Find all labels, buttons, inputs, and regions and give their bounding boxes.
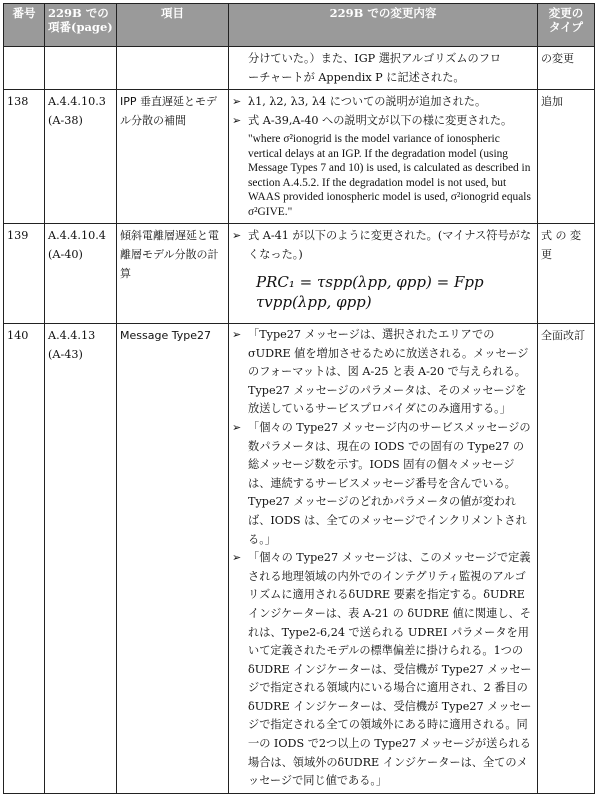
table-row — [4, 90, 595, 224]
header-229b-ref-line2: 項番(page) — [48, 20, 113, 34]
row-138-ref — [45, 90, 117, 224]
row-140-ref-section: A.4.4.13 — [48, 329, 96, 342]
row-139-ref-section: A.4.4.10.4 — [48, 229, 106, 242]
row-140-ref — [45, 324, 117, 794]
header-type — [538, 4, 595, 47]
row-139-change — [229, 224, 538, 324]
row-138-item: IPP 垂直遅延とモデル分散の補間 — [117, 90, 229, 224]
header-change: 229B での変更内容 — [229, 4, 538, 47]
header-type-line1: 変更の — [548, 6, 584, 20]
row-139-ref — [45, 224, 117, 324]
row-140-bullet-3: ➢ 「個々の Type27 メッセージは、このメッセージで定義される地理領域の内外でのインテグリティ監視のアルゴリズムに適用されるδUDRE 要素を指定する。δUDRE インジケーターは、表 A-21 の δUDRE 値に関連し、それは、Type2-6,24 で送られる UDREI パラメータを用いて定義されたモデルの標準偏差に掛けられる。1つのδUDRE インジケーターは、受信機が Type27 メッセージで指定される領域内にいる場合に適用され、2 番目のδUDRE インジケーターは、受信機が Type27 メッセージで指定される全ての領域外にある時に適用される。同一の IODS で2つ以上の Type27 メッセージが送られる場合は、領域外のδUDRE インジケーターは、全てのメッセージで同じ値である。」 — [232, 549, 534, 791]
row-138-type: 追加 — [538, 90, 595, 224]
row-139-item: 傾斜電離層遅延と電離層モデル分散の計算 — [117, 224, 229, 324]
cont-line1: 分けていた。）また、IGP 選択アルゴリズムのフロ — [248, 52, 502, 65]
header-229b-ref-line1: 229B での — [48, 6, 109, 20]
table-row — [4, 47, 595, 90]
row-140-type: 全面改訂 — [538, 324, 595, 794]
row-140-bullet-2: ➢ 「個々の Type27 メッセージ内のサービスメッセージの数パラメータは、現在の IODS での固有の Type27 の総メッセージ数を示す。IODS 固有の個々メッセージは、連続するサービスメッセージ番号を含んでいる。Type27 メッセージのどれかパラメータの値が変われば、IODS は、全てのメッセージでインクリメントされる。」 — [232, 419, 534, 549]
cont-change — [229, 47, 538, 90]
cont-ref — [45, 47, 117, 90]
header-no: 番号 — [4, 4, 45, 47]
table-row — [4, 324, 595, 794]
row-138-change — [229, 90, 538, 224]
change-table — [3, 3, 595, 794]
row-138-no: 138 — [4, 90, 45, 224]
row-139-no: 139 — [4, 224, 45, 324]
header-229b-ref — [45, 4, 117, 47]
table-row — [4, 224, 595, 324]
row-138-quote: "where σ²ionogrid is the model variance of ionospheric vertical delays at an IGP. If the degradation model (using Message Types 7 and 10) is used, is calculated as described in section A.4.5.2. If the degradation model is not used, but WAAS provided ionospheric model is used, σ²ionogrid equals σ²GIVE." — [248, 133, 531, 218]
row-139-bullet-1: ➢ 式 A-41 が以下のように変更された。(マイナス符号がなくなった。) — [232, 226, 534, 264]
row-140-change — [229, 324, 538, 794]
table-header-row — [4, 4, 595, 47]
row-139-equation: PRC₁ = τspp(λpp, φpp) = Fpp τvpp(λpp, φpp) — [256, 273, 484, 311]
cont-item — [117, 47, 229, 90]
row-140-no: 140 — [4, 324, 45, 794]
header-item: 項目 — [117, 4, 229, 47]
header-type-line2: タイプ — [549, 20, 583, 34]
row-138-bullet-1: ➢ λ1, λ2, λ3, λ4 についての説明が追加された。 — [232, 92, 534, 111]
row-139-type: 式 の 変更 — [538, 224, 595, 324]
row-139-ref-page: (A-40) — [48, 248, 83, 261]
row-138-bullet-2: ➢ 式 A-39,A-40 への説明文が以下の様に変更された。 — [232, 111, 534, 130]
row-140-bullet-1: ➢ 「Type27 メッセージは、選択されたエリアでの σUDRE 値を増加させるために放送される。メッセージのフォーマットは、図 A-25 と表 A-20 で与えられる。Type27 メッセージのパラメータは、そのメッセージを放送しているサービスプロバイダにのみ適用する。」 — [232, 326, 534, 419]
row-138-ref-page: (A-38) — [48, 114, 83, 127]
cont-line2: ーチャートが Appendix P に記述された。 — [248, 71, 465, 84]
row-140-item: Message Type27 — [117, 324, 229, 794]
cont-no — [4, 47, 45, 90]
cont-type: の変更 — [538, 47, 595, 90]
row-140-ref-page: (A-43) — [48, 348, 83, 361]
row-138-ref-section: A.4.4.10.3 — [48, 95, 106, 108]
